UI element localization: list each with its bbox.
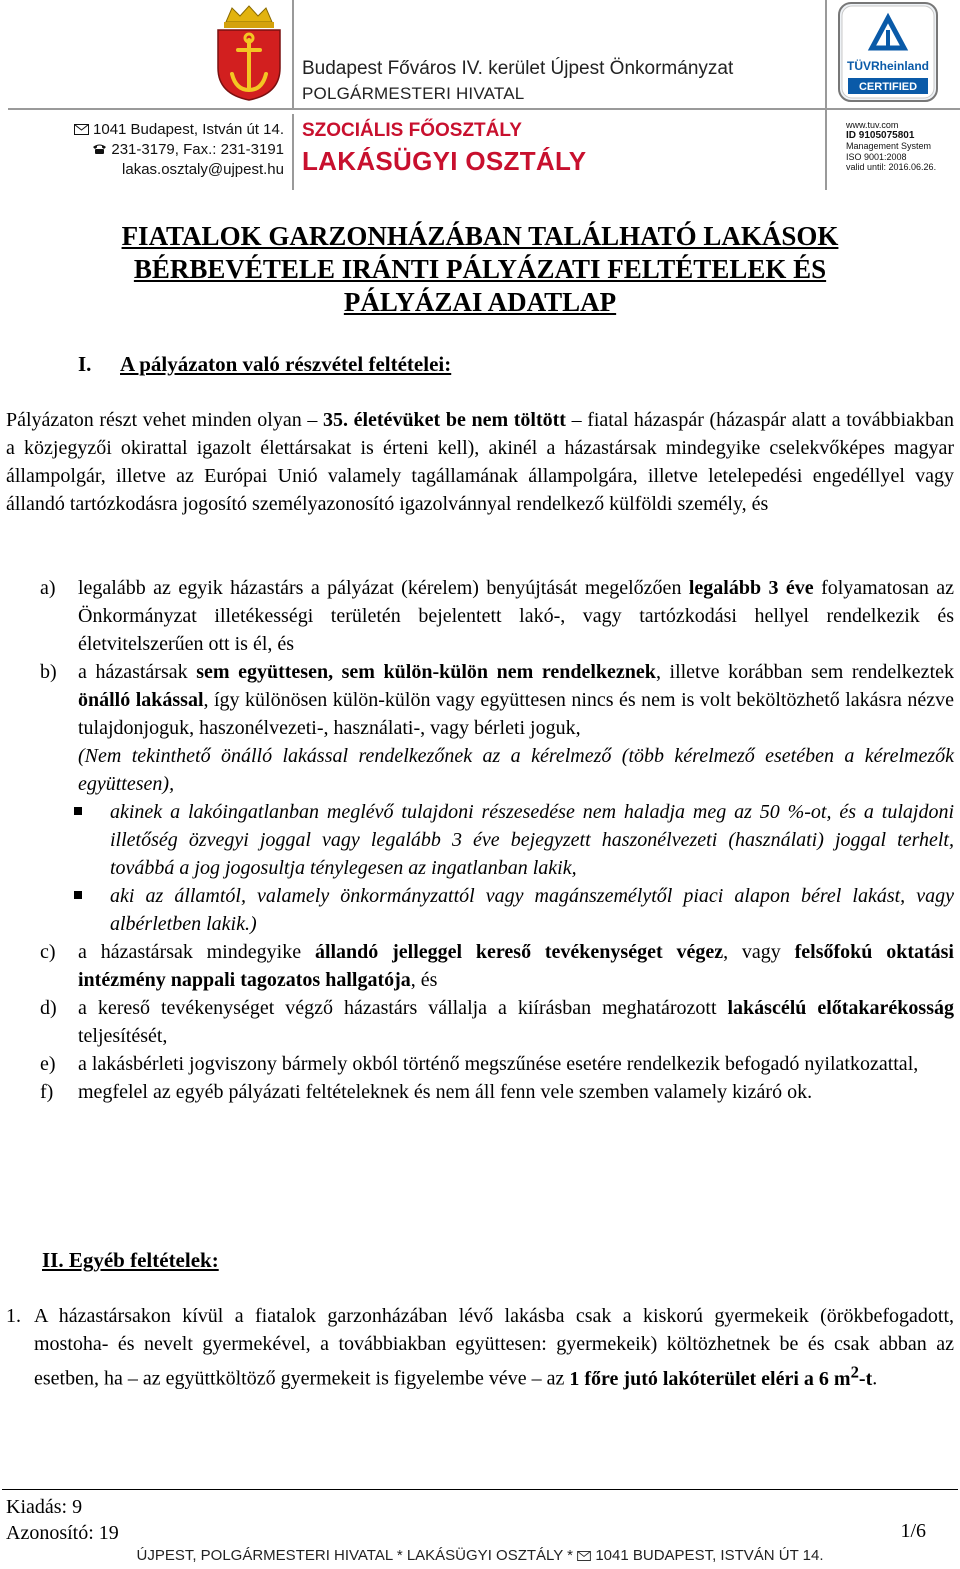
list-item: a) legalább az egyik házastárs a pályázat (kérelem) benyújtását megelőzően legalább 3 éve folyamatosan az Önkormányzat illetékességi területén bejelentett lakó-, vagy tartózkodási hellyel rendelkezik és életvitelszerűen ott is él, és [40,577,954,655]
section-heading: II. Egyéb feltételek: [42,1248,219,1272]
office-name: LAKÁSÜGYI OSZTÁLY [302,146,587,176]
list-item: b) a házastársak sem együttesen, sem külön-külön nem rendelkeznek, illetve korábban sem rendelkeztek önálló lakással, így különösen külön-külön vagy együttesen nincs és nem is volt beköltözhető lakásra nézve tulajdonjoguk, haszonélvezeti-, használati-, vagy bérleti joguk, (Nem tekinthető önálló lakással rendelkezőnek az a kérelmező (több kérelmező esetében a kérelmezők együttesen), [40,658,954,798]
footer-meta: Kiadás: 9 Azonosító: 19 [6,1496,119,1544]
address-line: 1041 Budapest, István út 14. [74,120,284,140]
bullet-item: akinek a lakóingatlanban meglévő tulajdoni részesedése nem haladja meg az 50 %-ot, és a tulajdoni illetőség özvegyi joggal vagy legalább 3 éve bejegyzett haszonélvezeti (használati) joggal terhelt, továbbá a jog jogosultja ténylegesen az ingatlanban lakik, [40,798,954,882]
header-divider [292,0,294,110]
envelope-icon [577,1551,591,1561]
header-divider [292,114,294,190]
contact-block [74,120,284,180]
org-name: Budapest Főváros IV. kerület Újpest Önkormányzat [302,58,734,79]
svg-text:CERTIFIED: CERTIFIED [858,81,918,93]
footer-address: ÚJPEST, POLGÁRMESTERI HIVATAL * LAKÁSÜGYI OSZTÁLY * 1041 BUDAPEST, ISTVÁN ÚT 14. [136,1547,824,1564]
intro-paragraph: Pályázaton részt vehet minden olyan – 35. életévüket be nem töltött – fiatal házaspár (házaspár alatt a továbbiakban a közjegyzői okirattal igazolt élettársakat is érteni kell), akinél a házastársak mindegyike cselekvőképes magyar állampolgár, illetve az Európai Unió valamely tagállamának állampolgára, illetve letelepedési engedéllyel vagy állandó tartózkodásra jogosító személyazonosító igazolvánnyal rendelkező külföldi személy, és [6,409,954,515]
envelope-icon [74,124,89,135]
conditions-list [40,574,954,1106]
bullet-marker [74,891,82,899]
tuv-certified-logo [838,2,938,102]
footer-divider [2,1489,958,1490]
certification-info: www.tuv.com ID 9105075801 Management System ISO 9001:2008 valid until: 2016.06.26. [846,120,937,172]
header-divider [825,0,827,190]
phone-icon [92,143,107,155]
list-item: d) a kereső tevékenységet végző házastárs vállalja a kiírásban meghatározott lakáscélú előtakarékosság teljesítését, [40,997,955,1047]
coat-of-arms-logo [214,4,284,102]
header-divider [8,108,960,110]
note: (Nem tekinthető önálló lakással rendelkezőnek az a kérelmező (több kérelmező esetében a kérelmezők együttesen), [78,745,954,795]
svg-text:TÜVRheinland: TÜVRheinland [846,59,930,73]
email-line: lakas.osztaly@ujpest.hu [122,161,284,178]
document-title: FIATALOK GARZONHÁZÁBAN TALÁLHATÓ LAKÁSOK BÉRBEVÉTELE IRÁNTI PÁLYÁZATI FELTÉTELEK ÉS PÁLYÁZAI ADATLAP [121,221,839,317]
list-item: c) a házastársak mindegyike állandó jelleggel kereső tevékenységet végez, vagy felsőfokú oktatási intézmény nappali tagozatos hallgatója, és [40,941,954,991]
bullet-marker [74,807,82,815]
letterhead [0,0,960,190]
page-number: 1/6 [900,1520,926,1542]
org-office: POLGÁRMESTERI HIVATAL [302,84,525,103]
section-heading: I. A pályázaton való részvétel feltételei: [78,352,452,376]
list-item: e) a lakásbérleti jogviszony bármely okból történő megszűnése esetére rendelkezik befogadó nyilatkozattal, [40,1053,919,1075]
list-item: f) megfelel az egyéb pályázati feltételeknek és nem áll fenn vele szemben valamely kizáró ok. [40,1081,813,1103]
bullet-item: aki az államtól, valamely önkormányzattól vagy magánszemélytől piaci alapon bérel lakást, vagy albérletben lakik.) [40,882,954,938]
numbered-paragraph: 1. A házastársakon kívül a fiatalok garzonházában lévő lakásba csak a kiskorú gyermekeik (örökbefogadott, mostoha- és nevelt gyermekével, a továbbiakban együttesen: gyermekeik) költözhetnek be és csak abban az esetben, ha – az együttköltöző gyermekeit is figyelembe véve – az 1 főre jutó lakóterület eléri a 6 $m^2-t$. [6,1305,954,1390]
department-name: SZOCIÁLIS FŐOSZTÁLY [302,120,522,141]
phone-line: 231-3179, Fax.: 231-3191 [74,140,284,160]
